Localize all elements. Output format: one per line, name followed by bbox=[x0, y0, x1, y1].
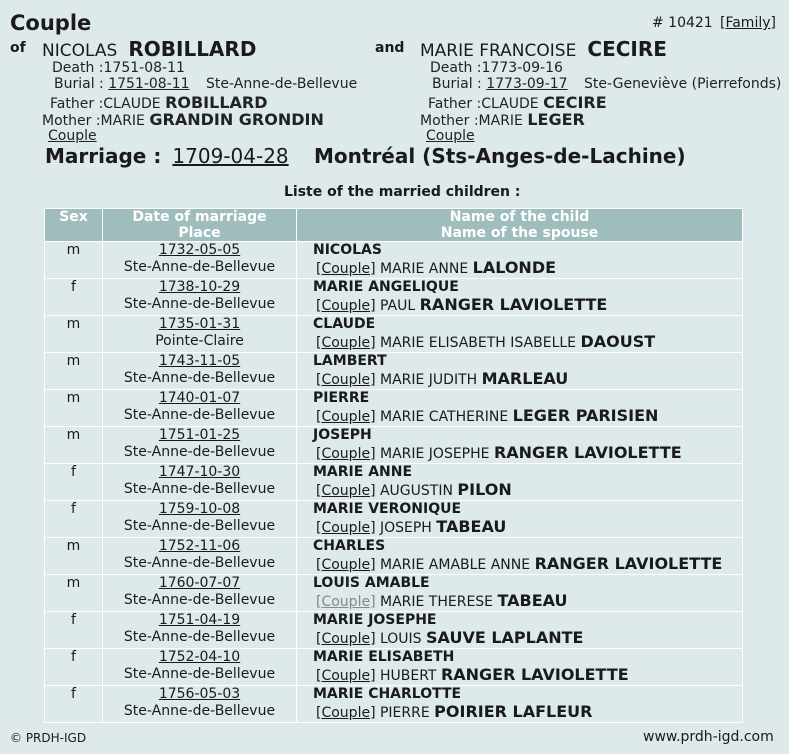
child-marriage-date[interactable]: 1752-04-10 bbox=[158, 649, 241, 665]
wife-father-label: Father : bbox=[428, 96, 482, 112]
husband-couple-link[interactable]: Couple bbox=[48, 128, 97, 144]
husband-father-label: Father : bbox=[50, 96, 104, 112]
wife-first-name: MARIE FRANCOISE bbox=[420, 41, 577, 61]
spouse-line bbox=[313, 407, 742, 426]
spouse-line bbox=[313, 481, 742, 500]
child-sex-value: m bbox=[66, 353, 81, 369]
header-date-label: Date of marriage bbox=[132, 209, 267, 225]
child-couple-link[interactable]: [Couple] bbox=[316, 298, 376, 314]
child-marriage-place: Ste-Anne-de-Bellevue bbox=[123, 259, 276, 275]
child-couple-link[interactable]: [Couple] bbox=[316, 520, 376, 536]
child-name: MARIE CHARLOTTE bbox=[313, 686, 462, 702]
child-sex bbox=[45, 390, 103, 427]
child-marriage-place: Ste-Anne-de-Bellevue bbox=[123, 555, 276, 571]
spouse-line bbox=[313, 592, 742, 611]
and-label: and bbox=[375, 40, 405, 56]
child-marriage-date[interactable]: 1760-07-07 bbox=[158, 575, 241, 591]
child-name: JOSEPH bbox=[313, 427, 372, 443]
child-name: LOUIS AMABLE bbox=[313, 575, 430, 591]
table-header-row bbox=[45, 209, 743, 242]
child-sex-value: f bbox=[71, 501, 76, 517]
child-sex-value: m bbox=[66, 390, 81, 406]
website-link[interactable]: www.prdh-igd.com bbox=[643, 729, 774, 745]
husband-mother-first: MARIE bbox=[100, 113, 145, 129]
child-names bbox=[297, 279, 743, 316]
child-name: MARIE JOSEPHE bbox=[313, 612, 437, 628]
child-sex-value: f bbox=[71, 464, 76, 480]
spouse-last-name: TABEAU bbox=[497, 591, 568, 610]
child-couple-link[interactable]: [Couple] bbox=[316, 483, 376, 499]
child-marriage-date[interactable]: 1759-10-08 bbox=[158, 501, 241, 517]
table-row bbox=[45, 353, 743, 390]
child-marriage-date[interactable]: 1738-10-29 bbox=[158, 279, 241, 295]
child-date-place bbox=[103, 390, 297, 427]
child-date-place bbox=[103, 649, 297, 686]
child-date-place bbox=[103, 353, 297, 390]
header-sex-label: Sex bbox=[59, 209, 88, 225]
child-sex-value: m bbox=[66, 242, 81, 258]
spouse-first-name: MARIE ELISABETH ISABELLE bbox=[379, 335, 577, 351]
of-label: of bbox=[10, 40, 26, 56]
spouse-last-name: LEGER PARISIEN bbox=[512, 406, 659, 425]
child-names bbox=[297, 390, 743, 427]
spouse-first-name: MARIE CATHERINE bbox=[379, 409, 509, 425]
child-marriage-date[interactable]: 1735-01-31 bbox=[158, 316, 241, 332]
husband-death-label: Death : bbox=[52, 60, 104, 76]
spouse-line bbox=[313, 296, 742, 315]
child-date-place bbox=[103, 279, 297, 316]
child-names bbox=[297, 575, 743, 612]
husband-burial-date[interactable]: 1751-08-11 bbox=[108, 76, 190, 92]
wife-couple-link[interactable]: Couple bbox=[426, 128, 475, 144]
child-couple-link[interactable]: [Couple] bbox=[316, 409, 376, 425]
child-names bbox=[297, 464, 743, 501]
table-row bbox=[45, 242, 743, 279]
child-couple-link[interactable]: [Couple] bbox=[316, 668, 376, 684]
copyright: © PRDH-IGD bbox=[10, 731, 87, 745]
child-names bbox=[297, 501, 743, 538]
spouse-first-name: MARIE JOSEPHE bbox=[379, 446, 490, 462]
page-title: Couple bbox=[10, 11, 92, 35]
spouse-last-name: TABEAU bbox=[436, 517, 507, 536]
husband-death-date: 1751-08-11 bbox=[103, 60, 185, 76]
child-names bbox=[297, 538, 743, 575]
child-marriage-place: Ste-Anne-de-Bellevue bbox=[123, 407, 276, 423]
husband-first-name: NICOLAS bbox=[42, 41, 118, 61]
husband-father-last: ROBILLARD bbox=[165, 93, 268, 112]
header-spouse-label: Name of the spouse bbox=[440, 225, 599, 241]
spouse-last-name: SAUVE LAPLANTE bbox=[426, 628, 584, 647]
child-name: NICOLAS bbox=[313, 242, 382, 258]
husband-death bbox=[52, 60, 185, 76]
wife-last-name: CECIRE bbox=[587, 37, 667, 61]
spouse-first-name: MARIE AMABLE ANNE bbox=[379, 557, 531, 573]
child-sex-value: m bbox=[66, 427, 81, 443]
child-name: PIERRE bbox=[313, 390, 370, 406]
table-row bbox=[45, 649, 743, 686]
spouse-last-name: RANGER LAVIOLETTE bbox=[534, 554, 723, 573]
child-name: MARIE ELISABETH bbox=[313, 649, 455, 665]
child-name: CLAUDE bbox=[313, 316, 376, 332]
child-marriage-date[interactable]: 1756-05-03 bbox=[158, 686, 241, 702]
child-marriage-date[interactable]: 1751-04-19 bbox=[158, 612, 241, 628]
family-link[interactable]: [Family] bbox=[720, 15, 776, 31]
header-child-label: Name of the child bbox=[449, 209, 590, 225]
wife-mother bbox=[420, 110, 585, 129]
wife-mother-first: MARIE bbox=[478, 113, 523, 129]
husband-last-name: ROBILLARD bbox=[128, 37, 257, 61]
spouse-line bbox=[313, 629, 742, 648]
wife-burial-date[interactable]: 1773-09-17 bbox=[486, 76, 568, 92]
wife-burial bbox=[432, 76, 781, 92]
child-names bbox=[297, 686, 743, 723]
children-title: Liste of the married children : bbox=[284, 184, 521, 200]
child-marriage-place: Pointe-Claire bbox=[155, 333, 244, 349]
child-sex bbox=[45, 427, 103, 464]
child-marriage-date[interactable]: 1740-01-07 bbox=[158, 390, 241, 406]
spouse-last-name: LALONDE bbox=[472, 258, 557, 277]
child-sex bbox=[45, 538, 103, 575]
header-sex bbox=[45, 209, 103, 242]
spouse-line bbox=[313, 703, 742, 722]
wife-name bbox=[420, 37, 667, 61]
marriage-line bbox=[45, 144, 289, 168]
wife-father-last: CECIRE bbox=[543, 93, 607, 112]
table-row bbox=[45, 464, 743, 501]
wife-burial-place: Ste-Geneviève (Pierrefonds) bbox=[584, 76, 782, 92]
child-couple-link[interactable]: [Couple] bbox=[316, 594, 376, 610]
child-couple-link[interactable]: [Couple] bbox=[316, 372, 376, 388]
spouse-first-name: JOSEPH bbox=[379, 520, 432, 536]
children-table bbox=[44, 208, 743, 723]
wife-death-label: Death : bbox=[430, 60, 482, 76]
table-row bbox=[45, 316, 743, 353]
wife-mother-label: Mother : bbox=[420, 113, 479, 129]
child-date-place bbox=[103, 686, 297, 723]
child-names bbox=[297, 427, 743, 464]
table-row bbox=[45, 427, 743, 464]
child-couple-link[interactable]: [Couple] bbox=[316, 335, 376, 351]
husband-burial bbox=[54, 76, 357, 92]
wife-death-date: 1773-09-16 bbox=[481, 60, 563, 76]
marriage-label: Marriage : bbox=[45, 144, 162, 168]
child-date-place bbox=[103, 427, 297, 464]
table-row bbox=[45, 501, 743, 538]
spouse-first-name: AUGUSTIN bbox=[379, 483, 453, 499]
table-row bbox=[45, 390, 743, 427]
child-date-place bbox=[103, 612, 297, 649]
child-date-place bbox=[103, 538, 297, 575]
child-names bbox=[297, 316, 743, 353]
wife-mother-last: LEGER bbox=[527, 110, 585, 129]
child-marriage-date[interactable]: 1751-01-25 bbox=[158, 427, 241, 443]
child-sex-value: f bbox=[71, 686, 76, 702]
wife-death bbox=[430, 60, 563, 76]
child-sex bbox=[45, 612, 103, 649]
spouse-first-name: HUBERT bbox=[379, 668, 437, 684]
child-marriage-place: Ste-Anne-de-Bellevue bbox=[123, 629, 276, 645]
child-marriage-place: Ste-Anne-de-Bellevue bbox=[123, 518, 276, 534]
child-name: LAMBERT bbox=[313, 353, 387, 369]
header-date-place bbox=[103, 209, 297, 242]
child-marriage-place: Ste-Anne-de-Bellevue bbox=[123, 481, 276, 497]
child-sex bbox=[45, 242, 103, 279]
child-sex bbox=[45, 279, 103, 316]
child-marriage-date[interactable]: 1752-11-06 bbox=[158, 538, 241, 554]
child-names bbox=[297, 612, 743, 649]
spouse-first-name: PAUL bbox=[379, 298, 416, 314]
child-date-place bbox=[103, 501, 297, 538]
child-couple-link[interactable]: [Couple] bbox=[316, 557, 376, 573]
child-names bbox=[297, 242, 743, 279]
child-marriage-place: Ste-Anne-de-Bellevue bbox=[123, 666, 276, 682]
child-sex-value: m bbox=[66, 316, 81, 332]
child-sex bbox=[45, 575, 103, 612]
child-marriage-date[interactable]: 1747-10-30 bbox=[158, 464, 241, 480]
table-row bbox=[45, 686, 743, 723]
wife-father-first: CLAUDE bbox=[481, 96, 539, 112]
table-row bbox=[45, 612, 743, 649]
child-couple-link[interactable]: [Couple] bbox=[316, 631, 376, 647]
child-sex-value: m bbox=[66, 575, 81, 591]
spouse-first-name: MARIE ANNE bbox=[379, 261, 469, 277]
child-names bbox=[297, 649, 743, 686]
child-sex bbox=[45, 501, 103, 538]
child-sex bbox=[45, 316, 103, 353]
header-child-spouse bbox=[297, 209, 743, 242]
child-date-place bbox=[103, 464, 297, 501]
child-date-place bbox=[103, 316, 297, 353]
child-marriage-place: Ste-Anne-de-Bellevue bbox=[123, 444, 276, 460]
child-marriage-date[interactable]: 1743-11-05 bbox=[158, 353, 241, 369]
marriage-date[interactable]: 1709-04-28 bbox=[172, 144, 289, 168]
spouse-last-name: RANGER LAVIOLETTE bbox=[493, 443, 682, 462]
child-sex bbox=[45, 353, 103, 390]
spouse-first-name: MARIE THERESE bbox=[379, 594, 494, 610]
spouse-last-name: PILON bbox=[457, 480, 512, 499]
child-marriage-place: Ste-Anne-de-Bellevue bbox=[123, 296, 276, 312]
child-names bbox=[297, 353, 743, 390]
spouse-line bbox=[313, 333, 742, 352]
record-id: # 10421 bbox=[652, 15, 713, 31]
husband-mother-label: Mother : bbox=[42, 113, 101, 129]
husband-mother bbox=[42, 110, 324, 129]
spouse-line bbox=[313, 666, 742, 685]
child-sex-value: f bbox=[71, 612, 76, 628]
child-sex bbox=[45, 649, 103, 686]
child-date-place bbox=[103, 242, 297, 279]
child-sex bbox=[45, 464, 103, 501]
child-name: MARIE ANNE bbox=[313, 464, 413, 480]
spouse-line bbox=[313, 370, 742, 389]
child-marriage-place: Ste-Anne-de-Bellevue bbox=[123, 370, 276, 386]
spouse-last-name: MARLEAU bbox=[481, 369, 569, 388]
spouse-last-name: POIRIER LAFLEUR bbox=[434, 702, 593, 721]
child-sex-value: m bbox=[66, 538, 81, 554]
table-row bbox=[45, 279, 743, 316]
spouse-last-name: RANGER LAVIOLETTE bbox=[440, 665, 629, 684]
child-marriage-place: Ste-Anne-de-Bellevue bbox=[123, 703, 276, 719]
child-name: CHARLES bbox=[313, 538, 386, 554]
spouse-line bbox=[313, 444, 742, 463]
spouse-last-name: RANGER LAVIOLETTE bbox=[419, 295, 608, 314]
spouse-first-name: MARIE JUDITH bbox=[379, 372, 478, 388]
spouse-last-name: DAOUST bbox=[580, 332, 656, 351]
husband-burial-place: Ste-Anne-de-Bellevue bbox=[206, 76, 358, 92]
spouse-line bbox=[313, 518, 742, 537]
marriage-place: Montréal (Sts-Anges-de-Lachine) bbox=[314, 144, 686, 168]
child-couple-link[interactable]: [Couple] bbox=[316, 446, 376, 462]
child-marriage-date[interactable]: 1732-05-05 bbox=[158, 242, 241, 258]
child-name: MARIE VERONIQUE bbox=[313, 501, 462, 517]
husband-name bbox=[42, 37, 256, 61]
child-name: MARIE ANGELIQUE bbox=[313, 279, 459, 295]
husband-burial-label: Burial : bbox=[54, 76, 104, 92]
table-row bbox=[45, 575, 743, 612]
wife-burial-label: Burial : bbox=[432, 76, 482, 92]
spouse-first-name: LOUIS bbox=[379, 631, 422, 647]
child-couple-link[interactable]: [Couple] bbox=[316, 705, 376, 721]
child-couple-link[interactable]: [Couple] bbox=[316, 261, 376, 277]
spouse-line bbox=[313, 259, 742, 278]
husband-father-first: CLAUDE bbox=[103, 96, 161, 112]
child-sex-value: f bbox=[71, 279, 76, 295]
child-date-place bbox=[103, 575, 297, 612]
header-place-label: Place bbox=[178, 225, 221, 241]
table-row bbox=[45, 538, 743, 575]
child-sex bbox=[45, 686, 103, 723]
spouse-first-name: PIERRE bbox=[379, 705, 430, 721]
child-sex-value: f bbox=[71, 649, 76, 665]
spouse-line bbox=[313, 555, 742, 574]
child-marriage-place: Ste-Anne-de-Bellevue bbox=[123, 592, 276, 608]
husband-mother-last: GRANDIN GRONDIN bbox=[149, 110, 324, 129]
